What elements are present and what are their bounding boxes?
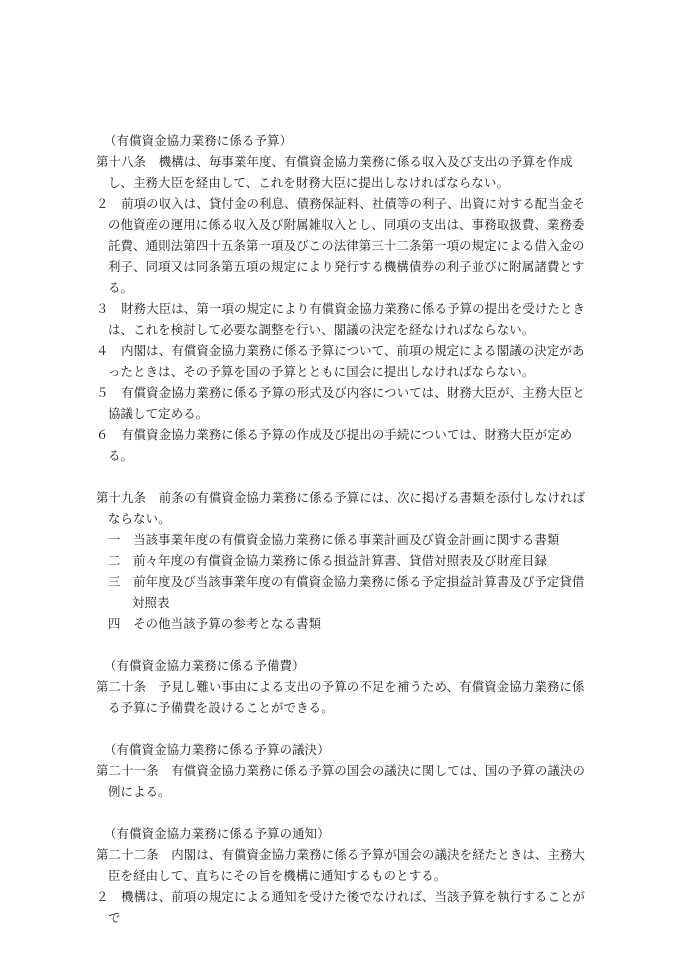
spacer (96, 718, 596, 739)
article-20: 第二十条 予見し難い事由による支出の予算の不足を補うため、有償資金協力業務に係る予算に予備費を設けることができる。 (96, 679, 585, 715)
article-19-item-4: 四 その他当該予算の参考となる書類 (108, 616, 322, 631)
article-19-item-3: 三 前年度及び当該事業年度の有償資金協力業務に係る予定損益計算書及び予定貸借対照表 (108, 574, 585, 610)
spacer (96, 802, 596, 823)
spacer (96, 634, 596, 655)
article-19: 第十九条 前条の有償資金協力業務に係る予算には、次に掲げる書類を添付しなければならない。 (96, 490, 586, 526)
article-18-paragraph-6: ６ 有償資金協力業務に係る予算の作成及び提出の手続については、財務大臣が定める。 (96, 427, 573, 463)
article-18: 第十八条 機構は、毎事業年度、有償資金協力業務に係る収入及び支出の予算を作成し、主務大臣を経由して、これを財務大臣に提出しなければならない。 (96, 154, 573, 190)
article-19-item-1: 一 当該事業年度の有償資金協力業務に係る事業計画及び資金計画に関する書類 (108, 532, 560, 547)
article-18-paragraph-4: ４ 内閣は、有償資金協力業務に係る予算について、前項の規定による閣議の決定があったときは、その予算を国の予算とともに国会に提出しなければならない。 (96, 343, 585, 379)
article-21: 第二十一条 有償資金協力業務に係る予算の国会の議決に関しては、国の予算の議決の例による。 (96, 763, 586, 799)
article-22: 第二十二条 内閣は、有償資金協力業務に係る予算が国会の議決を経たときは、主務大臣を経由して、直ちにその旨を機構に通知するものとする。 (96, 847, 586, 883)
caption-article-20: （有償資金協力業務に係る予備費） (104, 658, 305, 673)
article-18-paragraph-5: ５ 有償資金協力業務に係る予算の形式及び内容については、財務大臣が、主務大臣と協議して定める。 (96, 385, 585, 421)
article-19-item-2: 二 前々年度の有償資金協力業務に係る損益計算書、貸借対照表及び財産目録 (108, 553, 547, 568)
article-18-paragraph-3: ３ 財務大臣は、第一項の規定により有償資金協力業務に係る予算の提出を受けたときは、これを検討して必要な調整を行い、閣議の決定を経なければならない。 (96, 301, 586, 337)
caption-article-21: （有償資金協力業務に係る予算の議決） (104, 742, 330, 757)
document-page (96, 130, 596, 928)
caption-article-18: （有償資金協力業務に係る予算） (104, 133, 293, 148)
article-18-paragraph-2: ２ 前項の収入は、貸付金の利息、債務保証料、社債等の利子、出資に対する配当金その他資産の運用に係る収入及び附属雑収入とし、同項の支出は、事務取扱費、業務委託費、通則法第四十五条第一項及びこの法律第三十二条第一項の規定による借入金の利子、同項又は同条第五項の規定により発行する機構債券の利子並びに附属諸費とする。 (96, 196, 586, 295)
spacer (96, 466, 596, 487)
article-22-paragraph-2: ２ 機構は、前項の規定による通知を受けた後でなければ、当該予算を執行することがで (96, 889, 586, 925)
caption-article-22: （有償資金協力業務に係る予算の通知） (104, 826, 330, 841)
